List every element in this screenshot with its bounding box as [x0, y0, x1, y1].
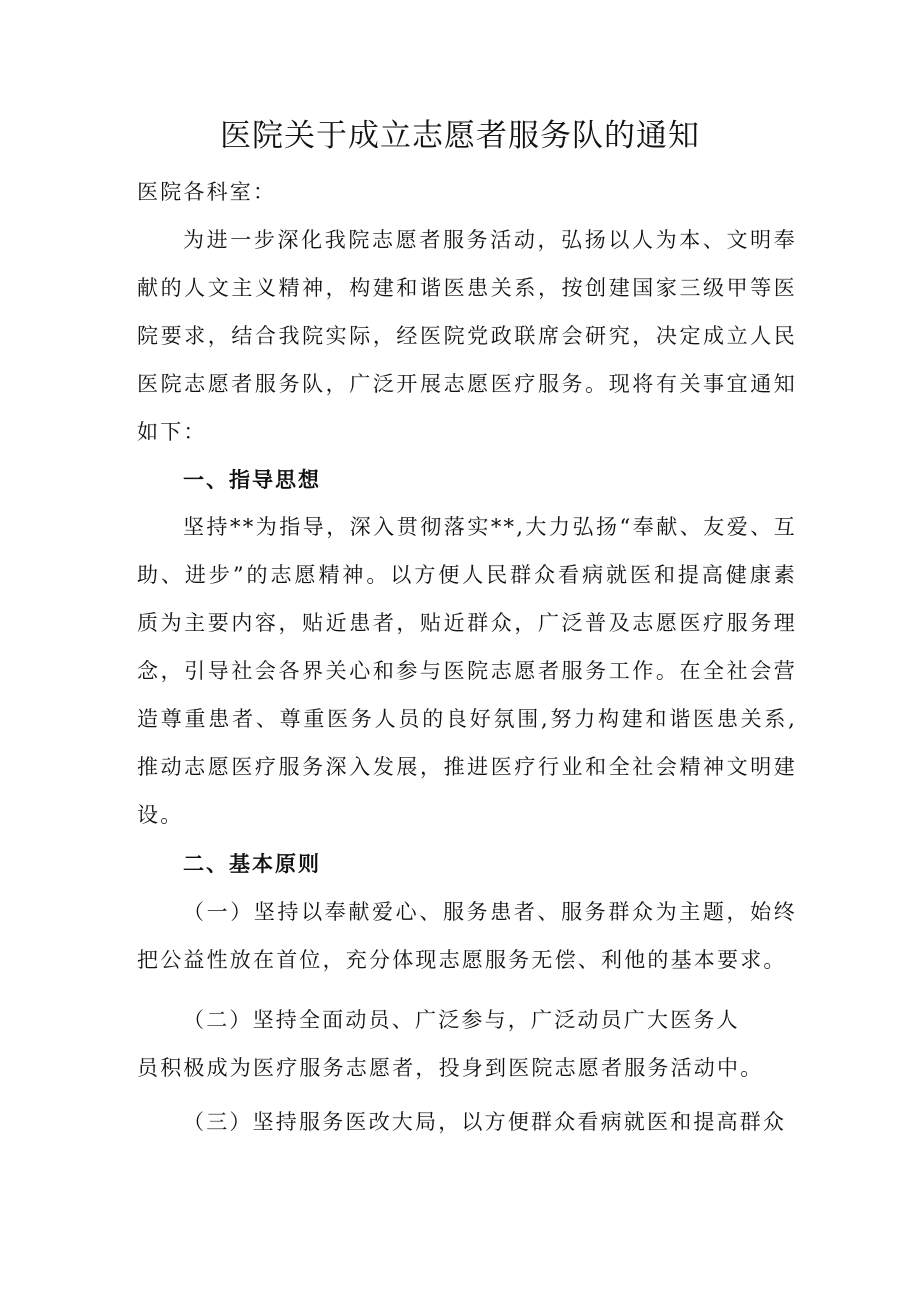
principle-2-line-1: （二）坚持全面动员、广泛参与，广泛动员广大医务人: [183, 1008, 740, 1032]
principle-3-paragraph: （三）坚持服务医改大局，以方便群众看病就医和提高群众: [183, 1110, 787, 1134]
principle-2-line-2: 员积极成为医疗服务志愿者，投身到医院志愿者服务活动中。: [137, 1056, 764, 1080]
section-2-heading: 二、基本原则: [183, 852, 321, 876]
intro-paragraph: 为进一步深化我院志愿者服务活动，弘扬以人为本、文明奉献的人文主义精神，构建和谐医患关系，按创建国家三级甲等医院要求，结合我院实际，经医院党政联席会研究，决定成立人民医院志愿者服务队，广泛开展志愿医疗服务。现将有关事宜通知如下：: [137, 228, 797, 444]
section-1-heading: 一、指导思想: [183, 468, 321, 492]
principle-1-paragraph: （一）坚持以奉献爱心、服务患者、服务群众为主题，始终把公益性放在首位，充分体现志愿服务无偿、利他的基本要求。: [137, 900, 797, 972]
salutation: 医院各科室：: [137, 180, 277, 204]
section-1-paragraph: 坚持**为指导，深入贯彻落实**,大力弘扬“奉献、友爱、互助、进步”的志愿精神。以方便人民群众看病就医和提高健康素质为主要内容，贴近患者，贴近群众，广泛普及志愿医疗服务理念，引导社会各界关心和参与医院志愿者服务工作。在全社会营造尊重患者、尊重医务人员的良好氛围,努力构建和谐医患关系,推动志愿医疗服务深入发展，推进医疗行业和全社会精神文明建设。: [137, 515, 797, 827]
document-title: 医院关于成立志愿者服务队的通知: [220, 118, 700, 154]
